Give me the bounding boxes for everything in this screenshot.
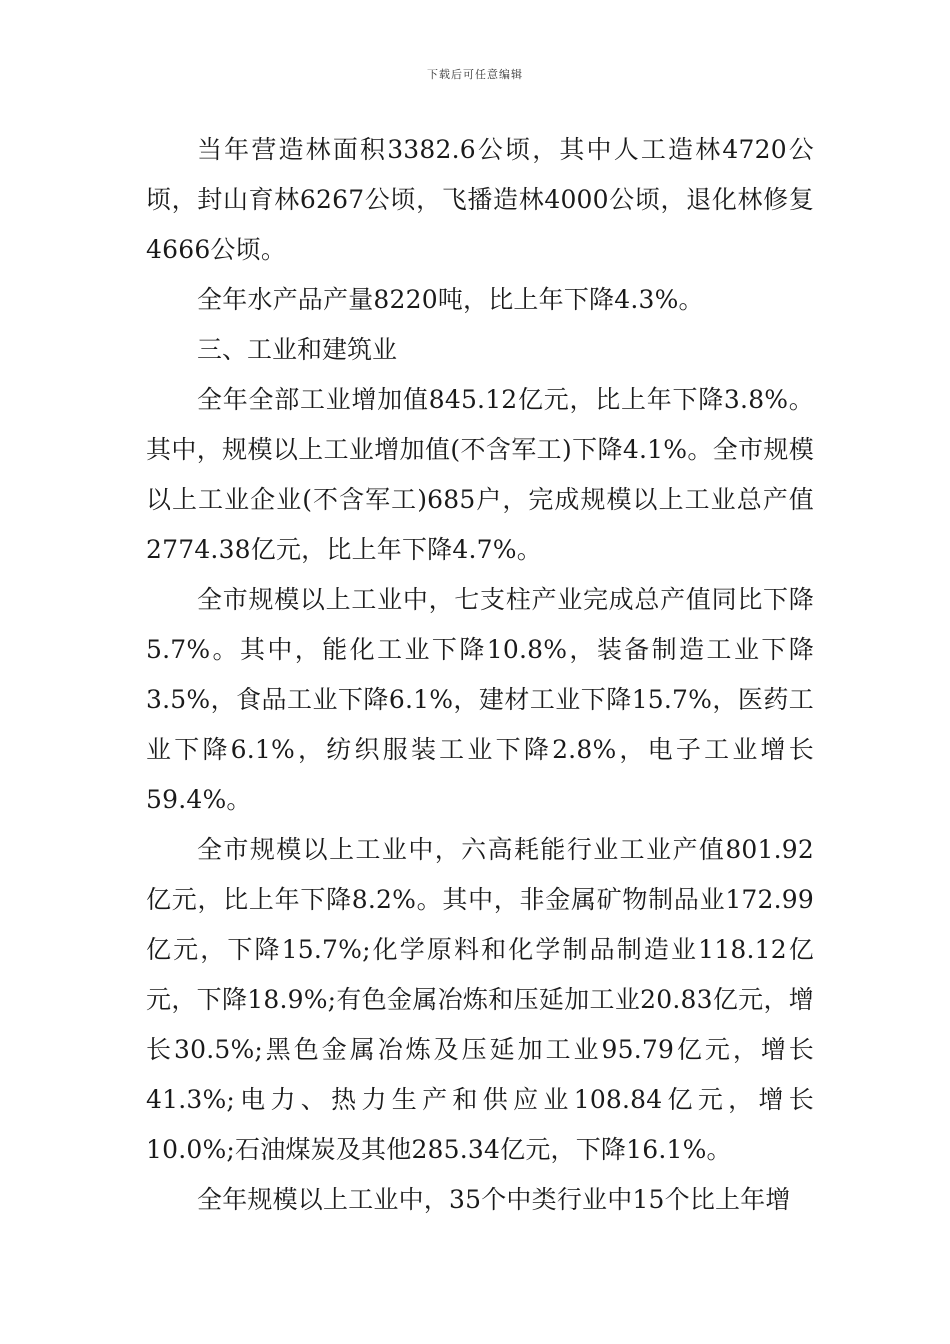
paragraph-afforestation: 当年营造林面积3382.6公顷，其中人工造林4720公顷，封山育林6267公顷，飞播造林4000公顷，退化林修复4666公顷。	[146, 135, 814, 264]
paragraph-pillar-industries: 全市规模以上工业中，七支柱产业完成总产值同比下降5.7%。其中，能化工业下降10.8%，装备制造工业下降3.5%，食品工业下降6.1%，建材工业下降15.7%，医药工业下降6.1%，纺织服装工业下降2.8%，电子工业增长59.4%。	[146, 585, 814, 814]
paragraph-energy-intensive-industries: 全市规模以上工业中，六高耗能行业工业产值801.92亿元，比上年下降8.2%。其中，非金属矿物制品业172.99亿元，下降15.7%;化学原料和化学制品制造业118.12亿元，下降18.9%;有色金属冶炼和压延加工业20.83亿元，增长30.5%;黑色金属冶炼及压延加工业95.79亿元，增长41.3%;电力、热力生产和供应业108.84亿元，增长10.0%;石油煤炭及其他285.34亿元，下降16.1%。	[146, 835, 814, 1164]
page-header: 下载后可任意编辑	[427, 68, 523, 81]
paragraph-industrial-value-added: 全年全部工业增加值845.12亿元，比上年下降3.8%。其中，规模以上工业增加值(不含军工)下降4.1%。全市规模以上工业企业(不含军工)685户，完成规模以上工业总产值2774.38亿元，比上年下降4.7%。	[146, 385, 814, 564]
section-heading-industry: 三、工业和建筑业	[197, 335, 398, 364]
document-body	[146, 125, 814, 1225]
paragraph-aquatic-products: 全年水产品产量8220吨，比上年下降4.3%。	[197, 285, 704, 314]
paragraph-industry-categories: 全年规模以上工业中，35个中类行业中15个比上年增	[197, 1185, 791, 1214]
